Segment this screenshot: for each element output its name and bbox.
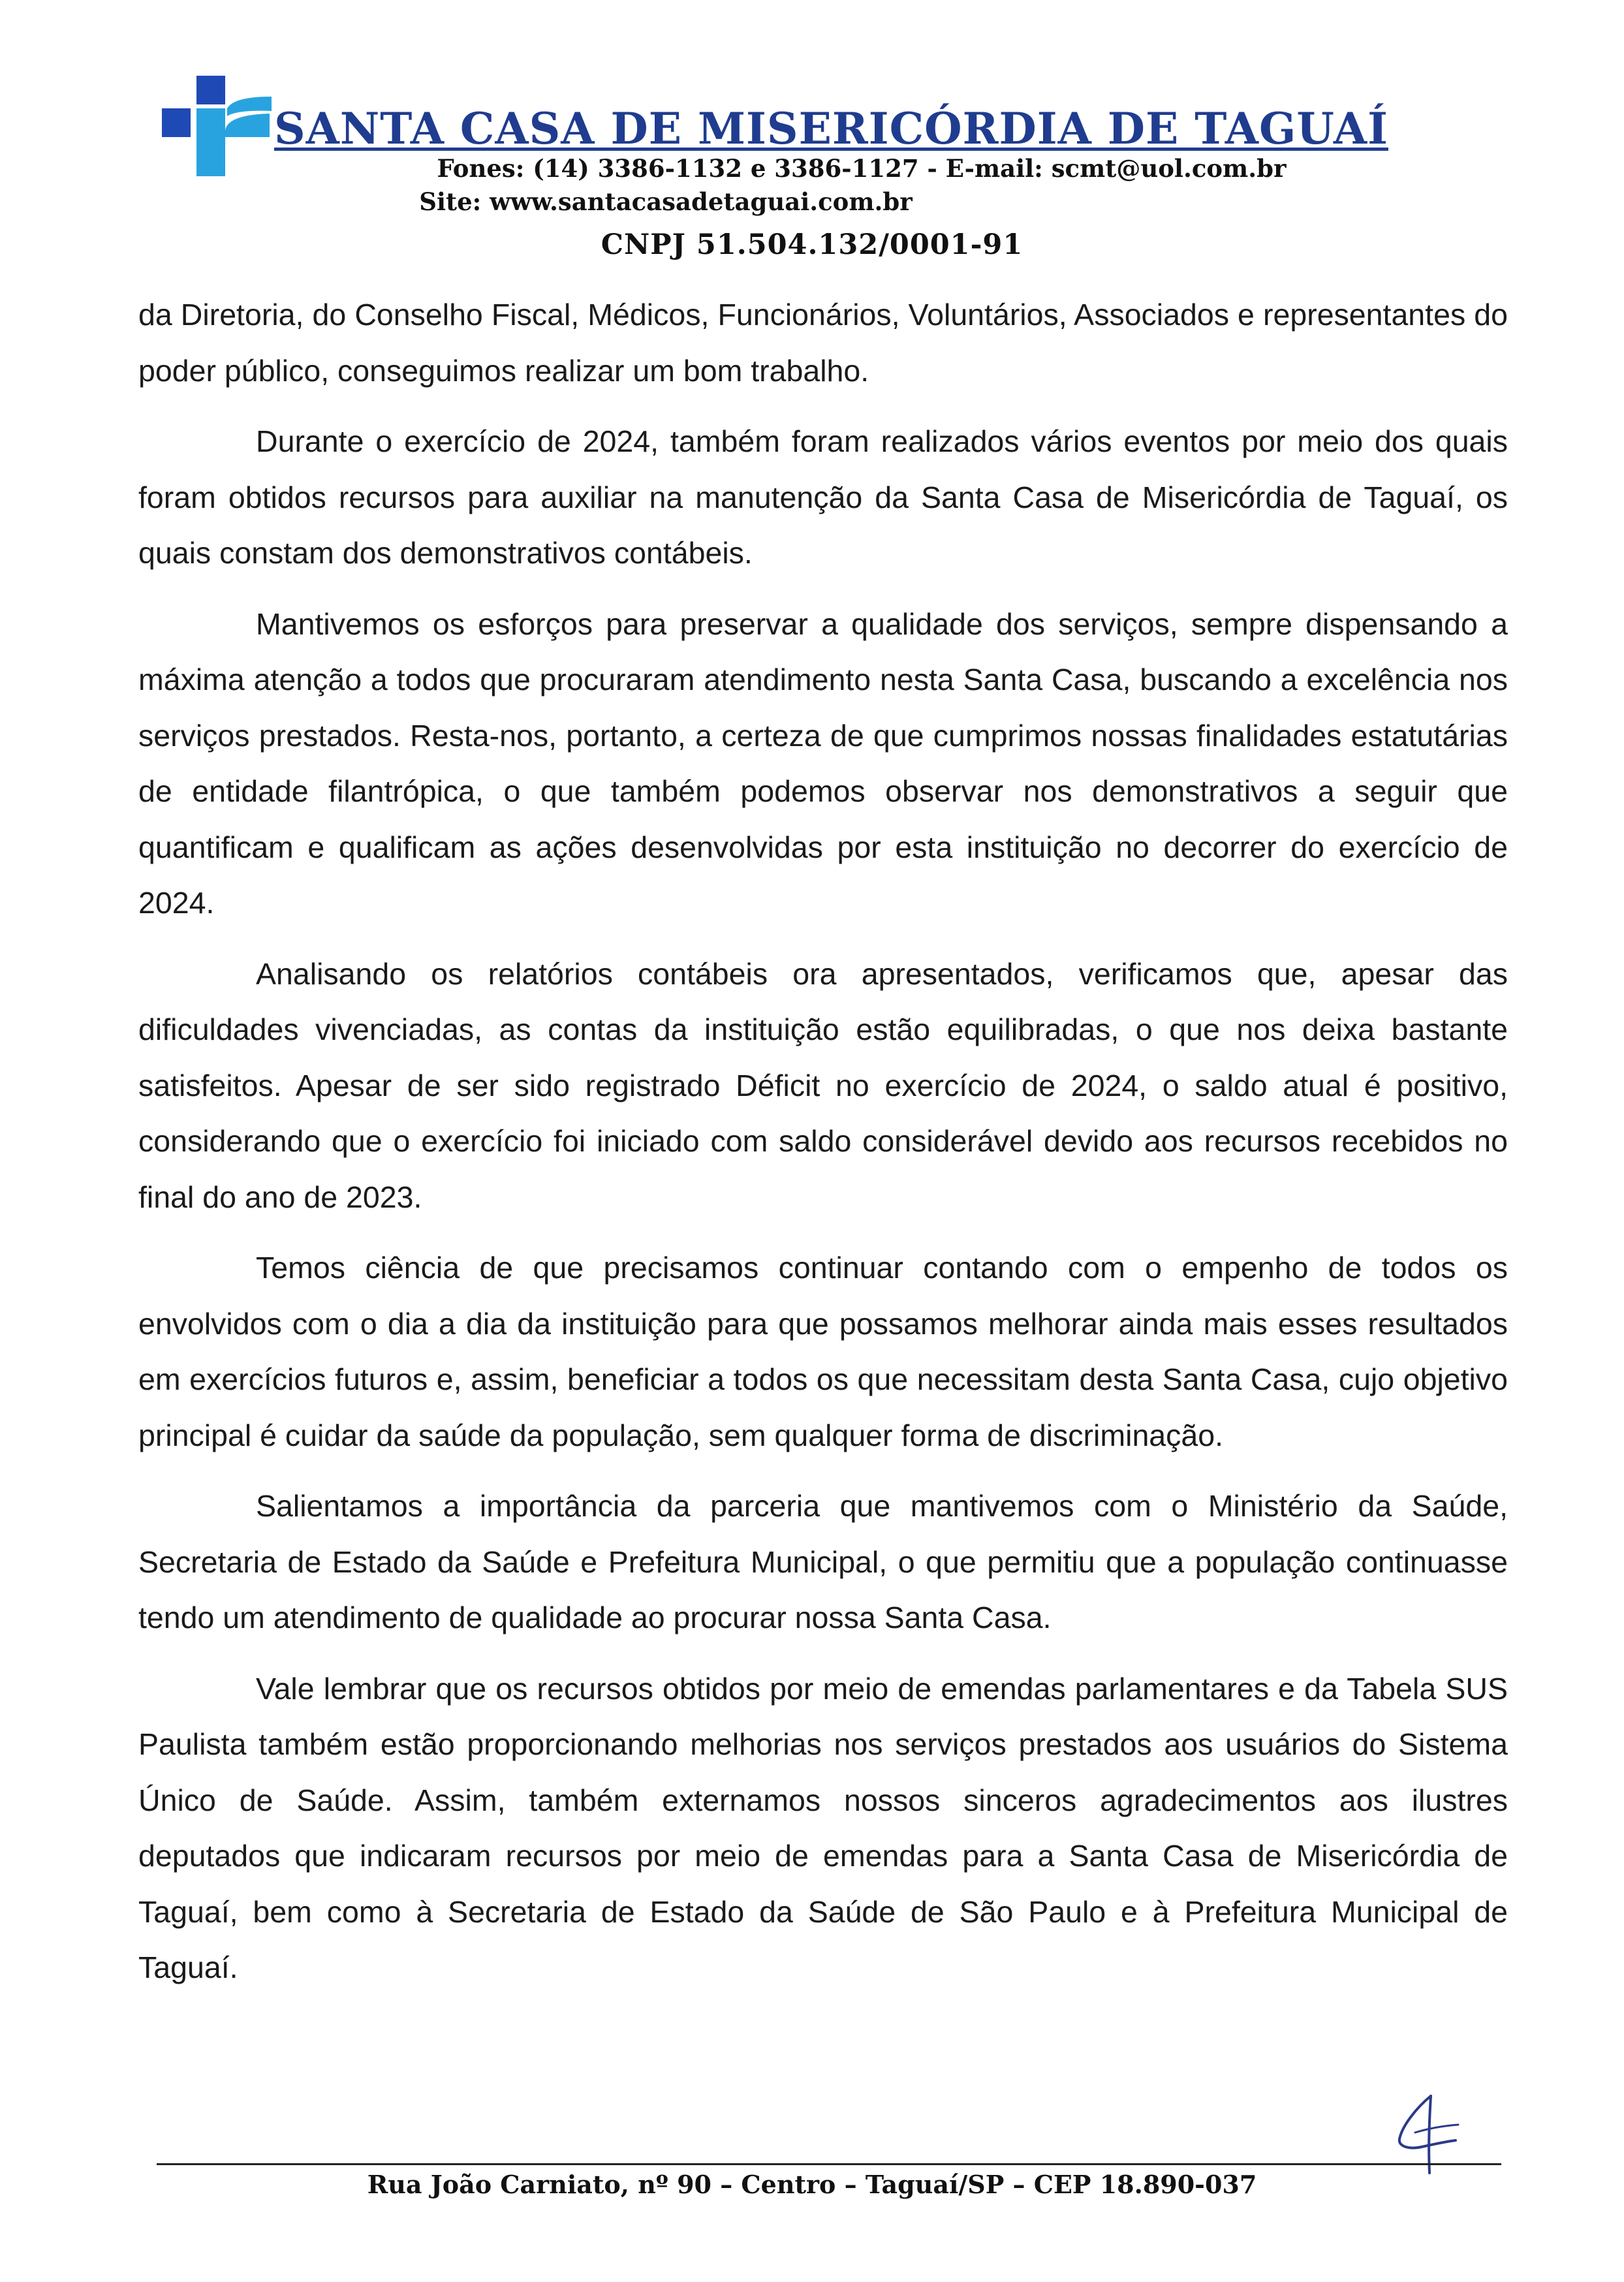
organization-name: SANTA CASA DE MISERICÓRDIA DE TAGUAÍ bbox=[274, 103, 1388, 154]
paragraph: Vale lembrar que os recursos obtidos por meio de emendas parlamentares e da Tabela SUS Paulista também estão proporcionando melhorias nos serviços prestados aos usuários do Sistema Único de Saúde. Assim, também externamos nossos sinceros agradecimentos aos ilustres deputados que indicaram recursos por meio de emendas para a Santa Casa de Misericórdia de Taguaí, bem como à Secretaria de Estado da Saúde de São Paulo e à Prefeitura Municipal de Taguaí. bbox=[138, 1671, 1508, 1984]
document-body bbox=[138, 287, 1508, 2011]
contact-phones-email: Fones: (14) 3386-1132 e 3386-1127 - E-mail: scmt@uol.com.br bbox=[437, 154, 1287, 183]
paragraph: Mantivemos os esforços para preservar a qualidade dos serviços, sempre dispensando a máxima atenção a todos que procuraram atendimento nesta Santa Casa, buscando a excelência nos serviços prestados. Resta-nos, portanto, a certeza de que cumprimos nossas finalidades estatutárias de entidade filantrópica, o que também podemos observar nos demonstrativos a seguir que quantificam e qualificam as ações desenvolvidas por esta instituição no decorrer do exercício de 2024. bbox=[138, 606, 1508, 920]
paragraph: Analisando os relatórios contábeis ora apresentados, verificamos que, apesar das dificuldades vivenciadas, as contas da instituição estão equilibradas, o que nos deixa bastante satisfeitos. Apesar de ser sido registrado Déficit no exercício de 2024, o saldo atual é positivo, considerando que o exercício foi iniciado com saldo considerável devido aos recursos recebidos no final do ano de 2023. bbox=[138, 956, 1508, 1214]
website-line: Site: www.santacasadetaguai.com.br bbox=[419, 187, 913, 216]
footer-address: Rua João Carniato, nº 90 – Centro – Taguaí/SP – CEP 18.890-037 bbox=[367, 2170, 1257, 2199]
cnpj-line: CNPJ 51.504.132/0001-91 bbox=[601, 228, 1023, 261]
paragraph: Durante o exercício de 2024, também foram realizados vários eventos por meio dos quais foram obtidos recursos para auxiliar na manutenção da Santa Casa de Misericórdia de Taguaí, os quais constam dos demonstrativos contábeis. bbox=[138, 424, 1508, 570]
medical-cross-logo-icon bbox=[155, 70, 273, 181]
paragraph: da Diretoria, do Conselho Fiscal, Médicos, Funcionários, Voluntários, Associados e representantes do poder público, conseguimos realizar um bom trabalho. bbox=[138, 298, 1508, 388]
footer-divider bbox=[157, 2163, 1501, 2165]
paragraph: Temos ciência de que precisamos continuar contando com o empenho de todos os envolvidos com o dia a dia da instituição para que possamos melhorar ainda mais esses resultados em exercícios futuros e, assim, beneficiar a todos os que necessitam desta Santa Casa, cujo objetivo principal é cuidar da saúde da população, sem qualquer forma de discriminação. bbox=[138, 1251, 1508, 1452]
paragraph: Salientamos a importância da parceria que mantivemos com o Ministério da Saúde, Secretaria de Estado da Saúde e Prefeitura Municipal, o que permitiu que a população continuasse tendo um atendimento de qualidade ao procurar nossa Santa Casa. bbox=[138, 1489, 1508, 1634]
